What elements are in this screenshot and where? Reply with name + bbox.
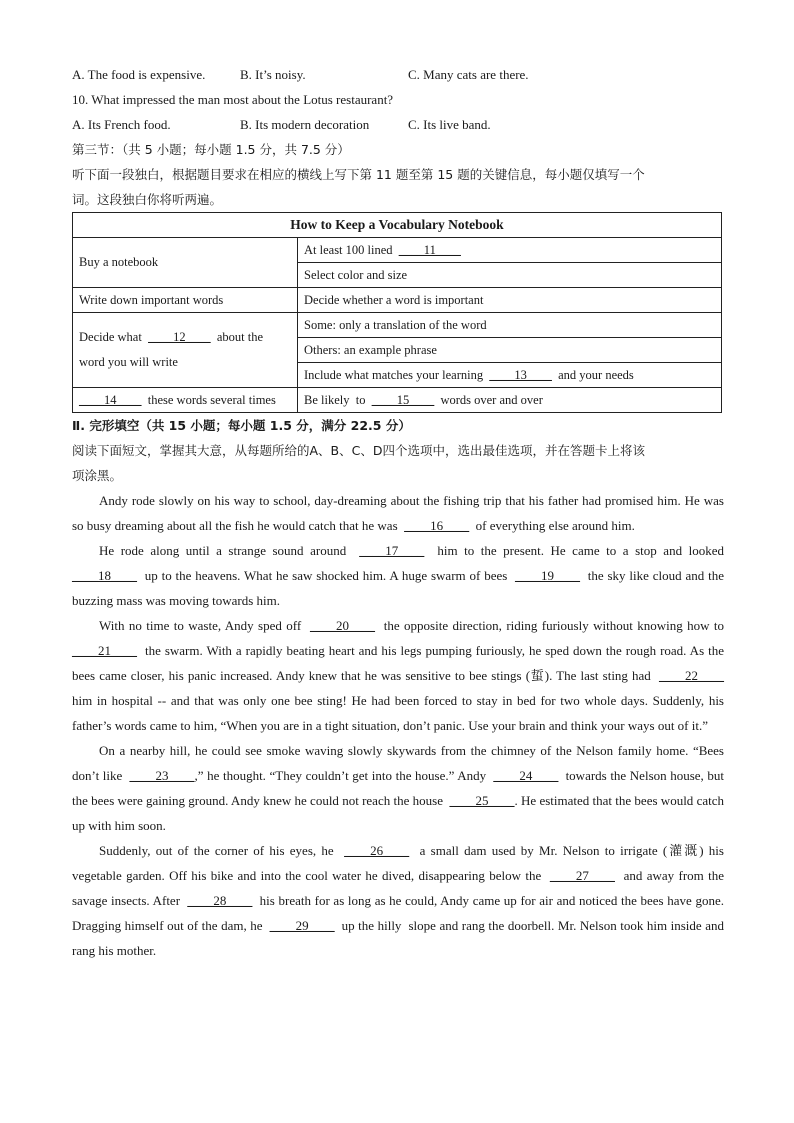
section3-header: 第三节：（共 5 小题；每小题 1.5 分，共 7.5 分）	[72, 142, 350, 157]
several-times-text: these words several times	[141, 392, 276, 407]
likely-text: Be likely to	[304, 392, 372, 407]
blank-16[interactable]: ____16____	[404, 518, 470, 533]
passage-paragraph-4	[72, 738, 728, 838]
blank-29[interactable]: ____29____	[269, 918, 335, 933]
section2-instruction-1: 阅读下面短文，掌握其大意，从每题所给的A、B、C、D四个选项中，选出最佳选项，并在答题卡上将该	[72, 443, 645, 458]
q9-option-c: C. Many cats are there.	[408, 67, 529, 82]
p4-text-c: towards the Nelson house, but the bees were gaining ground. Andy knew he could not reach the house	[72, 768, 728, 808]
table-title: How to Keep a Vocabulary Notebook	[73, 213, 722, 238]
over-and-over-text: words over and over	[434, 392, 543, 407]
blank-13[interactable]: ____13____	[489, 367, 552, 382]
table-cell-lined	[298, 238, 722, 263]
table-cell-buy-notebook: Buy a notebook	[73, 238, 298, 288]
p2-text-d: the sky like cloud and the buzzing mass was moving towards him.	[72, 568, 728, 608]
blank-17[interactable]: ____17____	[359, 543, 425, 558]
passage-paragraph-2	[72, 538, 731, 613]
p3-text-d: him in hospital -- and that was only one bee sting! He had been forced to stay in bed for two whole days. Suddenly, his father’s words came to him, “When you are in a tight situation, don’t panic. Use your brain and think your ways out of it.”	[72, 668, 731, 733]
section2-header: Ⅱ. 完形填空（共 15 小题；每小题 1.5 分，满分 22.5 分）	[72, 418, 411, 433]
word-you-will-write: word you will write	[79, 355, 178, 369]
section3-instruction-2: 词。这段独白你将听两遍。	[72, 192, 223, 207]
about-the-text: about the	[210, 330, 263, 344]
table-cell-repeat	[73, 388, 298, 413]
table-cell-some: Some: only a translation of the word	[298, 313, 722, 338]
blank-20[interactable]: ____20____	[309, 618, 375, 633]
blank-19[interactable]: ____19____	[515, 568, 581, 583]
p5-text-d: his breath for as long as he could, Andy came up for air and noticed the bees have gone. Dragging himself out of the dam, he	[72, 893, 728, 933]
p2-text-b: him to the present. He came to a stop and looked	[424, 543, 731, 558]
blank-24[interactable]: ____24____	[493, 768, 559, 783]
blank-18[interactable]: ____18____	[72, 568, 137, 583]
q10-option-b: B. Its modern decoration	[240, 117, 370, 132]
blank-21[interactable]: ____21____	[72, 643, 137, 658]
p3-text-a: With no time to waste, Andy sped off	[99, 618, 310, 633]
q10-question: 10. What impressed the man most about the Lotus restaurant?	[72, 92, 394, 107]
blank-25[interactable]: ____25____	[449, 793, 515, 808]
table-cell-color-size: Select color and size	[298, 263, 722, 288]
p5-text-a: Suddenly, out of the corner of his eyes, he	[99, 843, 345, 858]
p5-text-c: and away from the savage insects. After	[72, 868, 728, 908]
include-text: Include what matches your learning	[304, 367, 490, 382]
q9-options	[72, 62, 724, 87]
passage-paragraph-5	[72, 838, 728, 963]
exam-page	[72, 62, 731, 963]
blank-11[interactable]: ____11____	[398, 242, 461, 257]
table-cell-write-words: Write down important words	[73, 288, 298, 313]
table-cell-include	[298, 363, 722, 388]
needs-text: and your needs	[551, 367, 634, 382]
p2-text-a: He rode along until a strange sound around	[99, 543, 360, 558]
p3-text-c: the swarm. With a rapidly beating heart and his legs pumping furiously, he sped down the rough road. As the bees came closer, his panic increased. Andy knew that he was sensitive to bee stings (蜇). The last sting had	[72, 643, 728, 683]
vocabulary-table	[72, 212, 722, 413]
section2-instruction-2: 项涂黑。	[72, 468, 123, 483]
blank-22[interactable]: ____22____	[659, 668, 724, 683]
blank-26[interactable]: ____26____	[344, 843, 410, 858]
decide-what-text: Decide what	[79, 330, 149, 344]
blank-23[interactable]: ____23____	[129, 768, 195, 783]
q9-option-a: A. The food is expensive.	[72, 67, 206, 82]
p1-text-b: of everything else around him.	[469, 518, 635, 533]
section3-instruction-1: 听下面一段独白，根据题目要求在相应的横线上写下第 11 题至第 15 题的关键信息，每小题仅填写一个	[72, 167, 645, 182]
blank-14[interactable]: ____14____	[79, 392, 142, 407]
p3-text-b: the opposite direction, riding furiously without knowing how to	[374, 618, 731, 633]
blank-15[interactable]: ____15____	[371, 392, 435, 407]
p2-text-c: up to the heavens. What he saw shocked him. A huge swarm of bees	[137, 568, 516, 583]
q9-option-b: B. It’s noisy.	[240, 67, 306, 82]
table-cell-decide-what	[73, 313, 298, 388]
table-cell-likely	[298, 388, 722, 413]
p5-text-e: up the hilly slope and rang the doorbell. Mr. Nelson took him inside and rang his mother.	[72, 918, 728, 958]
blank-28[interactable]: ____28____	[187, 893, 253, 908]
blank-27[interactable]: ____27____	[549, 868, 615, 883]
passage-paragraph-3	[72, 613, 731, 738]
p5-text-b: a small dam used by Mr. Nelson to irrigate (灌溉) his vegetable garden. Off his bike and into the cool water he dived, disappearing below the	[72, 843, 728, 883]
blank-12[interactable]: ____12____	[148, 330, 211, 344]
passage-paragraph-1	[72, 488, 728, 538]
lined-text: At least 100 lined	[304, 242, 399, 257]
p4-text-a: On a nearby hill, he could see smoke waving slowly skywards from the chimney of the Nelson family home. “Bees don’t like	[72, 743, 728, 783]
q10-option-a: A. Its French food.	[72, 117, 171, 132]
p4-text-d: . He estimated that the bees would catch up with him soon.	[72, 793, 728, 833]
p1-text-a: Andy rode slowly on his way to school, day-dreaming about the fishing trip that his father had promised him. He was so busy dreaming about all the fish he would catch that he was	[72, 493, 728, 533]
table-cell-others: Others: an example phrase	[298, 338, 722, 363]
table-cell-decide-important: Decide whether a word is important	[298, 288, 722, 313]
q10-option-c: C. Its live band.	[408, 117, 491, 132]
q10-options	[72, 112, 724, 137]
p4-text-b: ,” he thought. “They couldn’t get into the house.” Andy	[194, 768, 494, 783]
